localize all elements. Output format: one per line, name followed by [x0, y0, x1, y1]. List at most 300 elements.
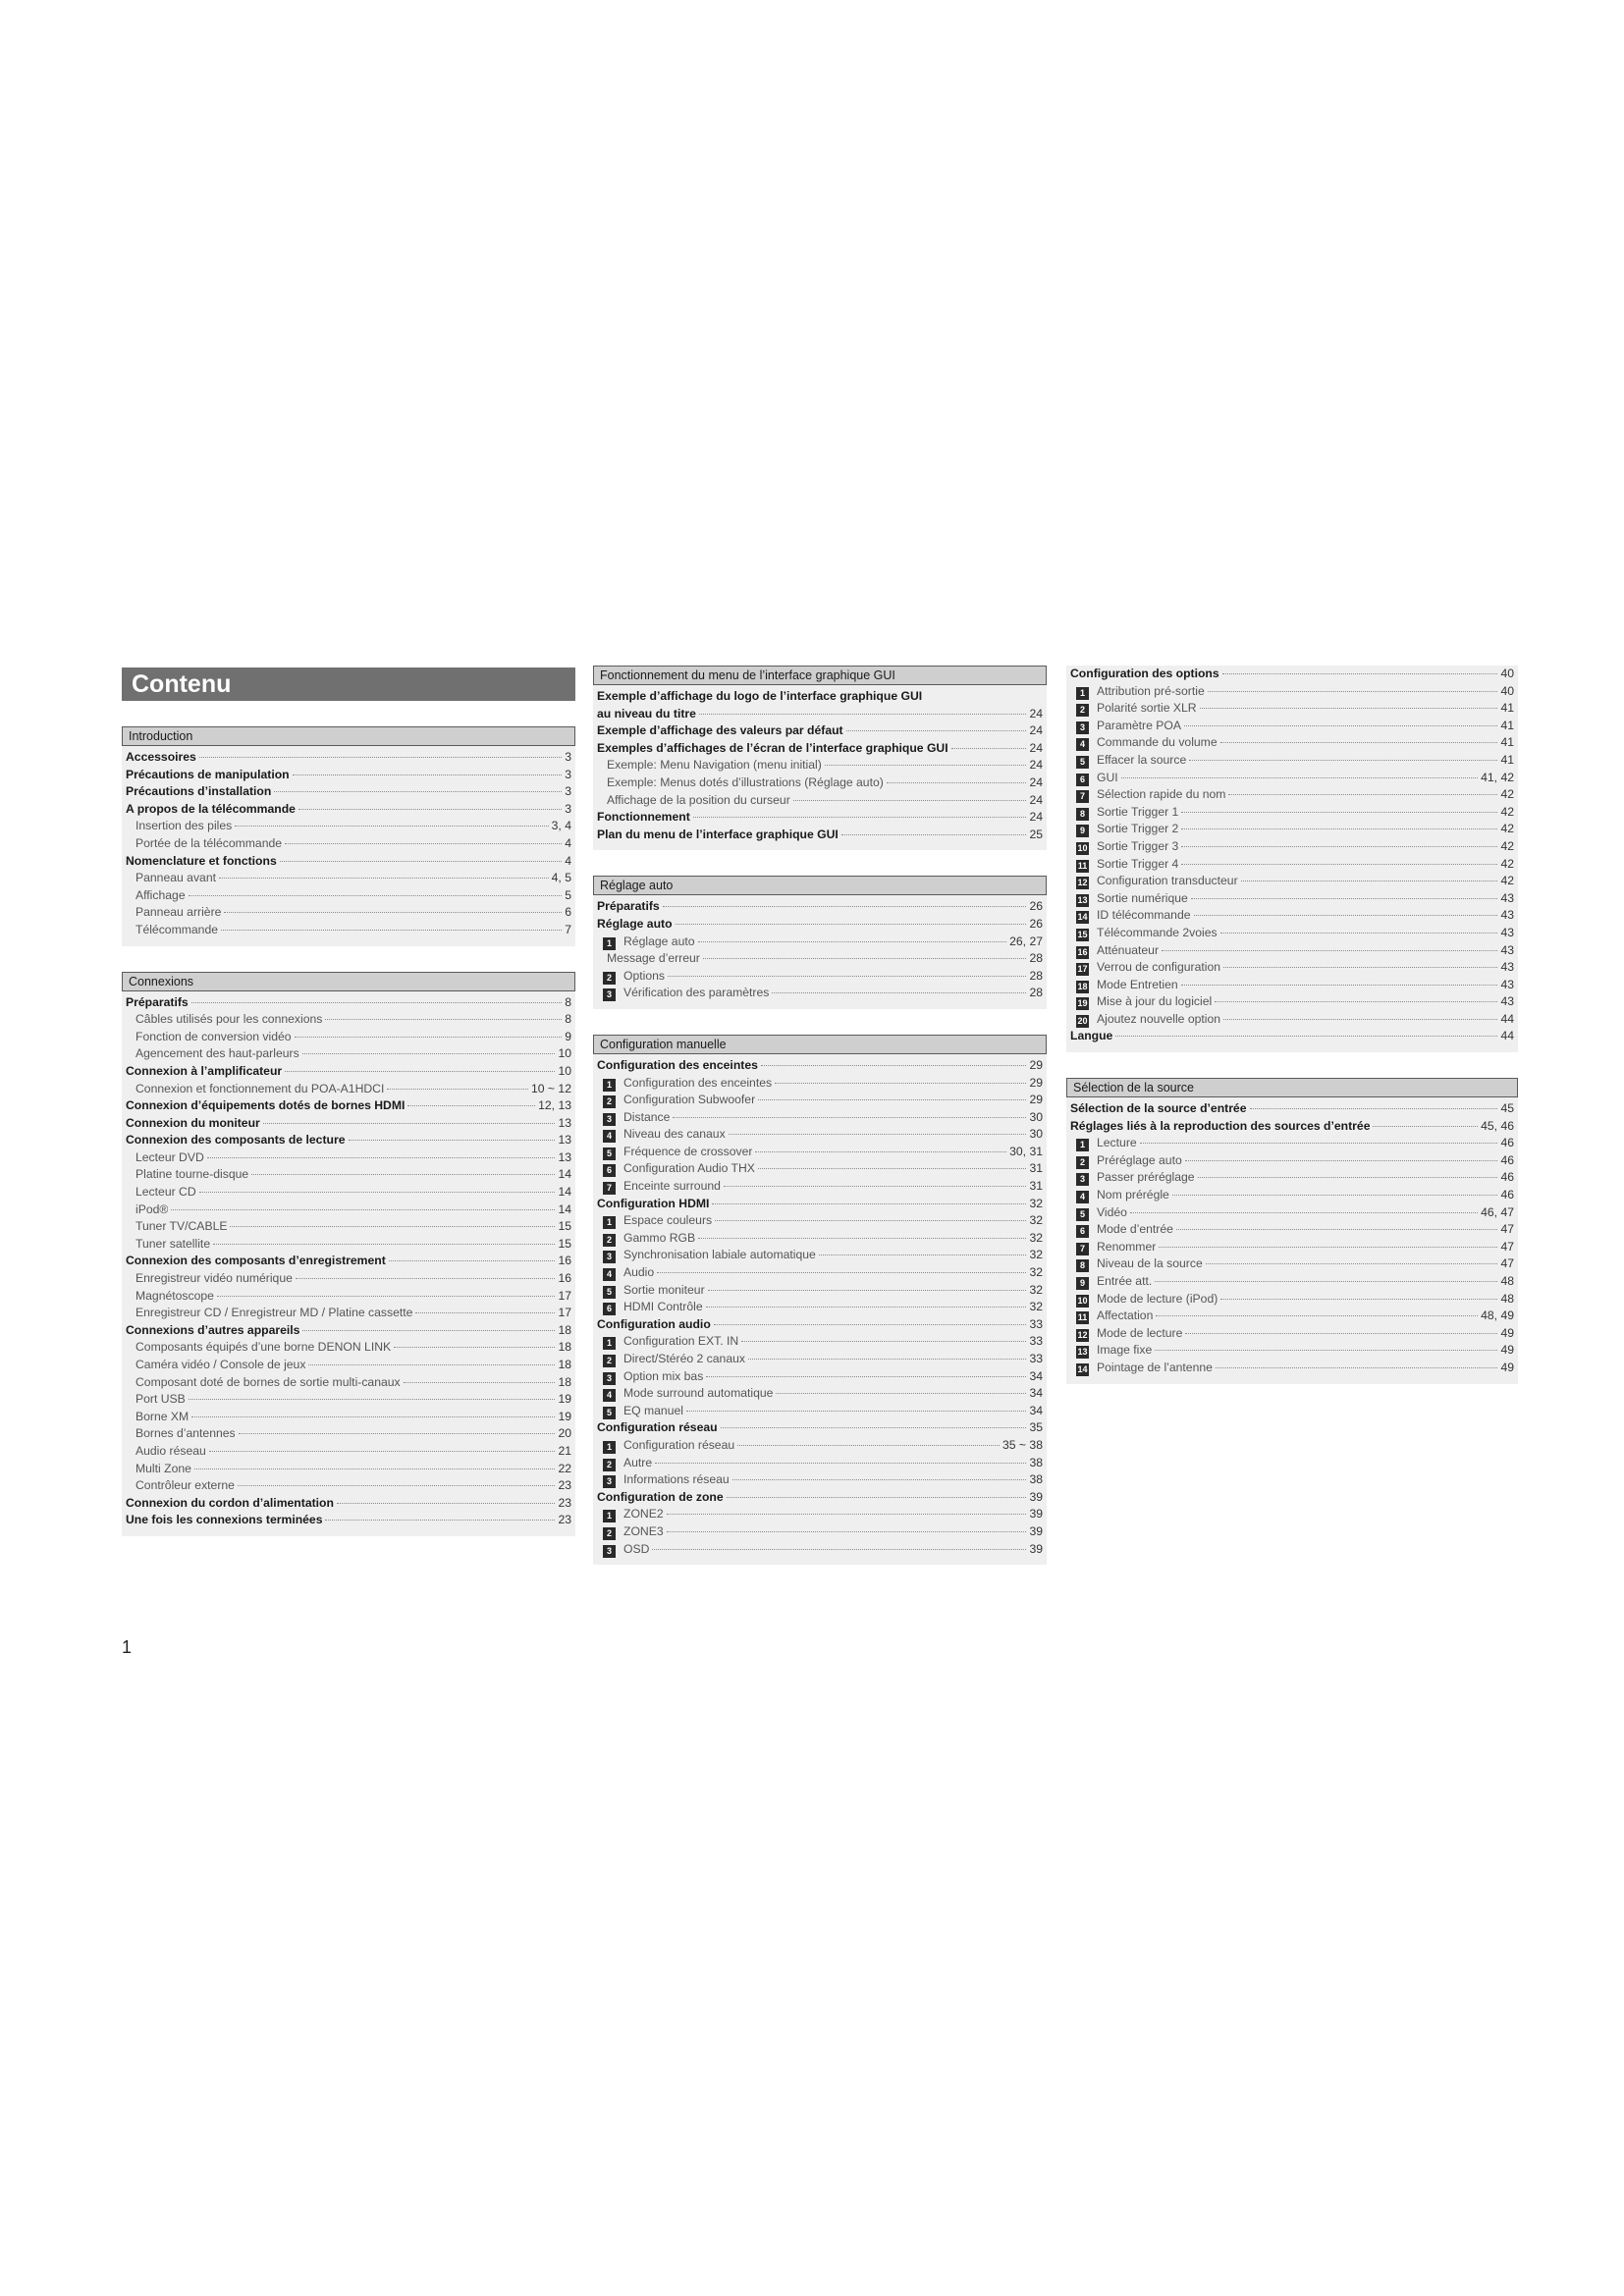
entry-title: ID télécommande: [1097, 908, 1191, 923]
toc-entry[interactable]: [597, 688, 1043, 706]
entry-page: 41: [1500, 752, 1514, 767]
dot-leader: [793, 800, 1027, 801]
dot-leader: [673, 1117, 1026, 1118]
toc-column-1: [122, 666, 575, 1536]
number-badge: 1: [603, 1510, 616, 1522]
entry-page: 46: [1500, 1136, 1514, 1150]
entry-title: Audio: [623, 1265, 655, 1280]
entry-title: Commande du volume: [1097, 735, 1218, 750]
dot-leader: [1155, 1281, 1497, 1282]
toc-entry[interactable]: [597, 1471, 1043, 1489]
entry-page: 24: [1029, 774, 1043, 789]
entry-title: Attribution pré-sortie: [1097, 683, 1205, 698]
toc-entry[interactable]: [597, 1247, 1043, 1264]
dot-leader: [703, 958, 1027, 959]
toc-entry[interactable]: [126, 1201, 571, 1219]
toc-entry[interactable]: [1070, 1255, 1514, 1273]
dot-leader: [191, 1002, 563, 1003]
toc-entry[interactable]: [597, 1403, 1043, 1420]
toc-entry[interactable]: [597, 1264, 1043, 1282]
entry-title: Connexion et fonctionnement du POA-A1HDCI: [135, 1081, 385, 1095]
toc-entry[interactable]: [1070, 1239, 1514, 1256]
entry-title: Réglage auto: [623, 934, 695, 948]
number-badge: 5: [603, 1148, 616, 1160]
dot-leader: [1206, 1263, 1498, 1264]
entry-title: Télécommande: [135, 922, 218, 936]
toc-entry[interactable]: [1070, 959, 1514, 977]
dot-leader: [1222, 673, 1498, 674]
dot-leader: [1181, 864, 1497, 865]
toc-entry[interactable]: [597, 1144, 1043, 1161]
entry-title: Connexion des composants de lecture: [126, 1133, 346, 1148]
toc-entry[interactable]: [126, 1132, 571, 1149]
number-badge: 1: [1076, 1139, 1089, 1151]
entry-title: Accessoires: [126, 750, 196, 764]
dot-leader: [1220, 933, 1498, 934]
toc-entry[interactable]: [1070, 666, 1514, 683]
entry-title: Espace couleurs: [623, 1213, 713, 1228]
toc-entry[interactable]: [597, 1230, 1043, 1248]
entry-title: Tuner TV/CABLE: [135, 1219, 228, 1234]
toc-entry[interactable]: [1070, 1100, 1514, 1118]
dot-leader: [191, 1416, 555, 1417]
toc-entry[interactable]: [126, 1322, 571, 1340]
entry-page: 32: [1029, 1213, 1043, 1228]
entry-title: Direct/Stéréo 2 canaux: [623, 1352, 745, 1365]
entry-page: 18: [558, 1340, 571, 1355]
toc-entry[interactable]: [1070, 873, 1514, 890]
toc-entry[interactable]: [126, 1391, 571, 1409]
toc-entry[interactable]: [126, 783, 571, 801]
toc-entry[interactable]: [597, 827, 1043, 844]
entry-title: Langue: [1070, 1029, 1113, 1043]
dot-leader: [825, 765, 1027, 766]
entry-title: Gammo RGB: [623, 1230, 696, 1245]
dot-leader: [686, 1411, 1026, 1412]
dot-leader: [698, 941, 1007, 942]
toc-entry[interactable]: [1070, 1291, 1514, 1308]
dot-leader: [1215, 1001, 1497, 1002]
toc-entry[interactable]: [597, 1333, 1043, 1351]
toc-entry[interactable]: [597, 1437, 1043, 1455]
toc-entry[interactable]: [126, 853, 571, 871]
toc-entry[interactable]: [1070, 977, 1514, 994]
number-badge: 4: [603, 1130, 616, 1143]
dot-leader: [209, 1451, 556, 1452]
entry-page: 49: [1500, 1360, 1514, 1374]
dot-leader: [1181, 812, 1497, 813]
dot-leader: [1121, 777, 1478, 778]
toc-entry[interactable]: [126, 1045, 571, 1063]
entry-page: 30, 31: [1009, 1144, 1043, 1158]
dot-leader: [758, 1168, 1027, 1169]
entry-title: Mode Entretien: [1097, 977, 1178, 991]
toc-entry[interactable]: [126, 818, 571, 835]
dot-leader: [274, 791, 562, 792]
dot-leader: [213, 1244, 555, 1245]
entry-page: 34: [1029, 1368, 1043, 1383]
toc-entry[interactable]: [597, 1351, 1043, 1368]
toc-entry[interactable]: [597, 1385, 1043, 1403]
toc-entry[interactable]: [597, 1489, 1043, 1507]
toc-entry[interactable]: [1070, 993, 1514, 1011]
dot-leader: [230, 1226, 555, 1227]
entry-title: Câbles utilisés pour les connexions: [135, 1012, 323, 1027]
entry-page: 32: [1029, 1282, 1043, 1297]
entry-title: Informations réseau: [623, 1472, 730, 1487]
entry-page: 4: [565, 835, 571, 850]
toc-entry[interactable]: [126, 749, 571, 767]
dot-leader: [1189, 760, 1497, 761]
toc-entry[interactable]: [1070, 786, 1514, 804]
entry-page: 5: [565, 887, 571, 902]
entry-page: 34: [1029, 1386, 1043, 1401]
number-badge: 3: [1076, 721, 1089, 734]
dot-leader: [1250, 1108, 1498, 1109]
entry-page: 43: [1500, 942, 1514, 957]
toc-entry[interactable]: [597, 1368, 1043, 1386]
dot-leader: [737, 1445, 1000, 1446]
dot-leader: [1373, 1126, 1478, 1127]
entry-title: Fonctionnement: [597, 810, 690, 825]
toc-entry[interactable]: [126, 1443, 571, 1461]
dot-leader: [1185, 1333, 1497, 1334]
entry-title: Configuration HDMI: [597, 1196, 710, 1210]
entry-page: 24: [1029, 792, 1043, 807]
number-badge: 1: [603, 1441, 616, 1454]
toc-entry[interactable]: [1070, 770, 1514, 787]
toc-entry[interactable]: [1070, 1028, 1514, 1045]
toc-entry[interactable]: [126, 1149, 571, 1167]
toc-entry[interactable]: [1070, 1325, 1514, 1343]
toc-entry[interactable]: [126, 1409, 571, 1426]
entry-title: Option mix bas: [623, 1368, 704, 1383]
toc-entry[interactable]: [597, 1299, 1043, 1316]
entry-title: Sortie moniteur: [623, 1282, 705, 1297]
toc-entry[interactable]: [1070, 1342, 1514, 1360]
toc-entry[interactable]: [597, 722, 1043, 740]
entry-page: 26: [1029, 899, 1043, 914]
toc-entry[interactable]: [597, 1092, 1043, 1109]
entry-title: au niveau du titre: [597, 706, 696, 721]
dot-leader: [668, 976, 1026, 977]
entry-page: 7: [565, 922, 571, 936]
toc-entry[interactable]: [597, 1419, 1043, 1437]
entry-title: Lecteur DVD: [135, 1149, 204, 1164]
dot-leader: [337, 1503, 556, 1504]
toc-entry[interactable]: [126, 1236, 571, 1254]
dot-leader: [325, 1019, 562, 1020]
toc-entry[interactable]: [597, 1178, 1043, 1196]
entry-title: Niveau de la source: [1097, 1256, 1203, 1271]
toc-entry[interactable]: [597, 1196, 1043, 1213]
toc-entry[interactable]: [597, 968, 1043, 986]
number-badge: 12: [1077, 1329, 1088, 1340]
number-badge: 19: [1077, 998, 1088, 1009]
toc-entry[interactable]: [597, 1455, 1043, 1472]
entry-title: Sortie Trigger 3: [1097, 838, 1179, 853]
dot-leader: [712, 1203, 1026, 1204]
number-badge: 1: [603, 937, 616, 950]
dot-leader: [415, 1312, 555, 1313]
toc-entry[interactable]: [1070, 1187, 1514, 1204]
toc-entry[interactable]: [597, 1316, 1043, 1334]
entry-title: Insertion des piles: [135, 819, 233, 833]
entry-title: Entrée att.: [1097, 1274, 1153, 1288]
toc-entry[interactable]: [1070, 752, 1514, 770]
number-badge: 2: [603, 1095, 616, 1108]
entry-page: 43: [1500, 994, 1514, 1009]
entry-title: Télécommande 2voies: [1097, 925, 1218, 939]
dot-leader: [295, 1037, 563, 1038]
entry-page: 49: [1500, 1343, 1514, 1358]
number-badge: 1: [1076, 687, 1089, 700]
toc-entry[interactable]: [597, 809, 1043, 827]
number-badge: 3: [603, 988, 616, 1001]
number-badge: 1: [603, 1337, 616, 1350]
entry-page: 33: [1029, 1352, 1043, 1365]
toc-entry[interactable]: [126, 1063, 571, 1081]
toc-entry[interactable]: [1070, 907, 1514, 925]
toc-entry[interactable]: [126, 870, 571, 887]
toc-entry[interactable]: [126, 1374, 571, 1392]
toc-entry[interactable]: [1070, 1169, 1514, 1187]
entry-page: 22: [558, 1461, 571, 1475]
toc-entry[interactable]: [597, 740, 1043, 758]
toc-entry[interactable]: [597, 792, 1043, 810]
dot-leader: [1185, 1160, 1498, 1161]
entry-title: Configuration audio: [597, 1316, 711, 1331]
toc-entry[interactable]: [1070, 821, 1514, 838]
number-badge: 6: [1076, 774, 1089, 786]
toc-entry[interactable]: [126, 922, 571, 939]
toc-entry[interactable]: [597, 1057, 1043, 1075]
toc-entry[interactable]: [597, 898, 1043, 916]
toc-entry[interactable]: [1070, 1221, 1514, 1239]
entry-title: Mise à jour du logiciel: [1097, 994, 1213, 1009]
entry-title: Ajoutez nouvelle option: [1097, 1011, 1221, 1026]
toc-entry[interactable]: [1070, 718, 1514, 735]
entry-page: 46: [1500, 1188, 1514, 1202]
toc-entry[interactable]: [597, 934, 1043, 951]
toc-entry[interactable]: [1070, 1118, 1514, 1136]
toc-entry[interactable]: [597, 706, 1043, 723]
toc-entry[interactable]: [597, 916, 1043, 934]
toc-entry[interactable]: [1070, 1308, 1514, 1325]
entry-title: Lecture: [1097, 1136, 1137, 1150]
toc-entry[interactable]: [126, 1305, 571, 1322]
toc-entry[interactable]: [1070, 1204, 1514, 1222]
toc-entry[interactable]: [126, 1270, 571, 1288]
toc-entry[interactable]: [126, 1115, 571, 1133]
number-badge: 2: [603, 1355, 616, 1367]
number-badge: 5: [1076, 756, 1089, 769]
entry-page: 24: [1029, 740, 1043, 755]
number-badge: 6: [1076, 1225, 1089, 1238]
toc-entry[interactable]: [126, 1495, 571, 1513]
toc-entry[interactable]: [1070, 804, 1514, 822]
toc-entry[interactable]: [126, 904, 571, 922]
toc-entry[interactable]: [597, 774, 1043, 792]
dot-leader: [657, 1272, 1026, 1273]
entry-title: Exemple: Menu Navigation (menu initial): [607, 758, 822, 773]
number-badge: 11: [1077, 860, 1088, 871]
entry-page: 24: [1029, 758, 1043, 773]
dot-leader: [951, 748, 1027, 749]
number-badge: 4: [603, 1389, 616, 1402]
toc-entry[interactable]: [126, 1339, 571, 1357]
dot-leader: [667, 1531, 1027, 1532]
toc-entry[interactable]: [1070, 683, 1514, 701]
dot-leader: [407, 1105, 535, 1106]
entry-title: Image fixe: [1097, 1343, 1153, 1358]
toc-entry[interactable]: [126, 1097, 571, 1115]
toc-entry[interactable]: [126, 1512, 571, 1529]
toc-entry[interactable]: [126, 1461, 571, 1478]
toc-entry[interactable]: [126, 1357, 571, 1374]
dot-leader: [1191, 898, 1498, 899]
entry-title: Enregistreur CD / Enregistreur MD / Platine cassette: [135, 1306, 413, 1320]
toc-entry[interactable]: [597, 1109, 1043, 1127]
dot-leader: [207, 1157, 556, 1158]
entry-title: HDMI Contrôle: [623, 1300, 703, 1314]
number-badge: 1: [603, 1216, 616, 1229]
toc-entry[interactable]: [126, 1253, 571, 1270]
entry-title: Multi Zone: [135, 1461, 191, 1475]
entry-page: 29: [1029, 1075, 1043, 1090]
toc-entry[interactable]: [1070, 1011, 1514, 1029]
entry-page: 23: [558, 1513, 571, 1527]
dot-leader: [293, 774, 563, 775]
entry-page: 6: [565, 905, 571, 920]
dot-leader: [755, 1151, 1006, 1152]
toc-entry[interactable]: [1070, 838, 1514, 856]
entry-title: Vidéo: [1097, 1204, 1127, 1219]
entry-page: 38: [1029, 1455, 1043, 1469]
entry-title: Lecteur CD: [135, 1185, 196, 1200]
entry-title: Sortie Trigger 1: [1097, 804, 1179, 819]
entry-title: ZONE2: [623, 1507, 664, 1522]
toc-entry[interactable]: [597, 985, 1043, 1002]
toc-entry[interactable]: [126, 887, 571, 905]
dot-leader: [1184, 725, 1497, 726]
toc-entry[interactable]: [1070, 700, 1514, 718]
entry-title: Réglages liés à la reproduction des sources d’entrée: [1070, 1118, 1371, 1133]
toc-entry[interactable]: [126, 1218, 571, 1236]
toc-entry[interactable]: [1070, 1135, 1514, 1152]
number-badge: 5: [603, 1407, 616, 1419]
entry-title: Mode d’entrée: [1097, 1222, 1173, 1237]
toc-entry[interactable]: [1070, 1360, 1514, 1377]
number-badge: 2: [603, 1459, 616, 1471]
toc-entry[interactable]: [126, 1288, 571, 1306]
toc-entry[interactable]: [597, 1212, 1043, 1230]
dot-leader: [652, 1549, 1026, 1550]
entry-title: Préparatifs: [597, 899, 660, 914]
entry-page: 44: [1500, 1011, 1514, 1026]
entry-title: Affectation: [1097, 1308, 1154, 1323]
entry-page: 46: [1500, 1152, 1514, 1167]
entry-page: 16: [558, 1271, 571, 1286]
toc-entry[interactable]: [597, 1541, 1043, 1559]
toc-entry[interactable]: [126, 835, 571, 853]
dot-leader: [714, 1324, 1027, 1325]
entry-title: Atténuateur: [1097, 942, 1160, 957]
number-badge: 7: [603, 1182, 616, 1195]
toc-entry[interactable]: [1070, 942, 1514, 960]
entry-page: 31: [1029, 1179, 1043, 1194]
toc-entry[interactable]: [126, 1184, 571, 1201]
toc-entry[interactable]: [126, 801, 571, 819]
entry-page: 18: [558, 1322, 571, 1337]
dot-leader: [189, 1399, 556, 1400]
number-badge: 7: [1076, 790, 1089, 803]
toc-entry[interactable]: [126, 1081, 571, 1098]
dot-leader: [298, 809, 562, 810]
entry-title: Sortie numérique: [1097, 890, 1188, 905]
toc-entry[interactable]: [126, 1425, 571, 1443]
entry-page: 18: [558, 1374, 571, 1389]
entry-page: 48: [1500, 1291, 1514, 1306]
dot-leader: [846, 730, 1027, 731]
entry-title: Fonction de conversion vidéo: [135, 1029, 292, 1043]
toc-entry[interactable]: [597, 1075, 1043, 1093]
toc-entry[interactable]: [1070, 890, 1514, 908]
toc-entry[interactable]: [126, 1166, 571, 1184]
toc-entry[interactable]: [1070, 1152, 1514, 1170]
dot-leader: [404, 1382, 556, 1383]
toc-entry[interactable]: [597, 950, 1043, 968]
entry-page: 45: [1500, 1101, 1514, 1116]
number-badge: 11: [1077, 1312, 1088, 1323]
toc-entry[interactable]: [597, 1126, 1043, 1144]
entry-page: 43: [1500, 960, 1514, 975]
entry-title: Sortie Trigger 4: [1097, 856, 1179, 871]
toc-entry[interactable]: [126, 994, 571, 1012]
toc-entry[interactable]: [597, 1523, 1043, 1541]
toc-entry[interactable]: [597, 1506, 1043, 1523]
toc-entry[interactable]: [597, 757, 1043, 774]
toc-entry[interactable]: [1070, 1273, 1514, 1291]
entry-title: Port USB: [135, 1392, 186, 1407]
toc-entry[interactable]: [126, 1029, 571, 1046]
toc-entry[interactable]: [1070, 856, 1514, 874]
entry-title: Niveau des canaux: [623, 1127, 726, 1142]
toc-entry[interactable]: [126, 767, 571, 784]
dot-leader: [706, 1307, 1027, 1308]
number-badge: 2: [603, 1527, 616, 1540]
toc-entry[interactable]: [597, 1160, 1043, 1178]
toc-entry[interactable]: [597, 1282, 1043, 1300]
entry-page: 23: [558, 1478, 571, 1493]
entry-title: Options: [623, 968, 666, 983]
dot-leader: [1155, 1350, 1497, 1351]
dot-leader: [721, 1427, 1027, 1428]
toc-entry[interactable]: [1070, 925, 1514, 942]
number-badge: 4: [1076, 1191, 1089, 1203]
entry-title: Réglage auto: [597, 916, 673, 931]
dot-leader: [171, 1209, 555, 1210]
number-badge: 12: [1077, 878, 1088, 888]
entry-page: 8: [565, 994, 571, 1009]
entry-page: 30: [1029, 1127, 1043, 1142]
toc-entry[interactable]: [1070, 734, 1514, 752]
entry-page: 48, 49: [1481, 1308, 1514, 1323]
toc-entry[interactable]: [126, 1011, 571, 1029]
toc-entry[interactable]: [126, 1477, 571, 1495]
entry-title: Composant doté de bornes de sortie multi-canaux: [135, 1374, 401, 1389]
dot-leader: [224, 912, 562, 913]
